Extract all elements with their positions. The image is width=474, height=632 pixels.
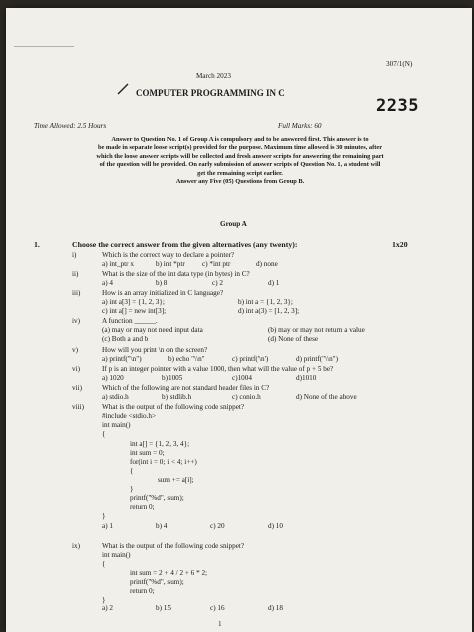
instructions xyxy=(30,136,450,186)
page-number: 1 xyxy=(218,620,222,628)
instruction-line: of the question will be provided. On early submission of answer scripts of Question No. 1, a student will xyxy=(99,161,381,169)
code-line: { xyxy=(102,430,106,438)
subq-text: How is an array initialized in C language? xyxy=(102,289,224,297)
option: c) 16 xyxy=(210,604,225,612)
option: d)1010 xyxy=(296,374,317,382)
q1-marks: 1x20 xyxy=(392,240,408,249)
option: d) None of the above xyxy=(296,393,357,401)
code-line: #include <stdio.h> xyxy=(102,412,157,420)
option: a) 4 xyxy=(102,279,113,287)
option: d) 18 xyxy=(268,604,283,612)
code-line: { xyxy=(130,467,134,475)
option: d) 1 xyxy=(268,279,280,287)
option: a) 1 xyxy=(102,522,113,530)
option: b)1005 xyxy=(162,374,183,382)
code-line: printf("%d", sum); xyxy=(130,494,184,502)
exam-title: COMPUTER PROGRAMMING IN C xyxy=(136,88,285,98)
option: c) printf('\n') xyxy=(232,355,269,363)
instruction-line: get the remaining script earlier. xyxy=(197,169,283,177)
subq-text: What is the output of the following code snippet? xyxy=(102,542,245,550)
instruction-line: which the loose answer scripts will be collected and fresh answer scripts for answering the remaining part xyxy=(96,152,384,160)
subq-num: viii) xyxy=(72,403,84,411)
option: a) int a[3] = {1, 2, 3}; xyxy=(102,298,165,306)
option: (b) may or may not return a value xyxy=(268,326,365,334)
subq-num: iv) xyxy=(72,317,80,325)
code-line: return 0; xyxy=(130,587,155,595)
time-allowed: Time Allowed: 2.5 Hours xyxy=(34,122,107,130)
code-line: printf("%d", sum); xyxy=(130,578,184,586)
subq-text: If p is an integer pointer with a value 1000, then what will the value of p + 5 be? xyxy=(102,365,334,373)
option: d) int a(3) = [1, 2, 3]; xyxy=(238,307,300,315)
option: b) 8 xyxy=(156,279,168,287)
code-line: int sum = 2 + 4 / 2 + 6 * 2; xyxy=(130,569,208,577)
option: a) stdio.h xyxy=(102,393,129,401)
option: c) int a[] = new int[3]; xyxy=(102,307,167,315)
option: a) 1020 xyxy=(102,374,124,382)
option: b) stdlib.h xyxy=(162,393,192,401)
subq-num: ix) xyxy=(72,542,80,550)
option: d) 10 xyxy=(268,522,283,530)
code-line: { xyxy=(102,560,106,568)
paper-code: 307/1(N) xyxy=(386,60,413,68)
option: (c) Both a and b xyxy=(102,335,149,343)
subq-text: How will you print \n on the screen? xyxy=(102,346,208,354)
code-line: } xyxy=(102,512,106,520)
code-line: int sum = 0; xyxy=(130,449,165,457)
code-line: } xyxy=(102,596,106,604)
option: c) conio.h xyxy=(232,393,261,401)
instruction-line: be made in separate loose script(s) provided for the purpose. Maximum time allowed is 30 minutes, after xyxy=(97,144,383,152)
subq-num: vi) xyxy=(72,365,80,373)
subq-text: A function ______. xyxy=(102,317,158,325)
option: b) 4 xyxy=(156,522,168,530)
scribble-line xyxy=(14,46,74,47)
exam-date: March 2023 xyxy=(196,72,231,80)
handwritten-number: 2235 xyxy=(376,96,419,116)
subq-num: vii) xyxy=(72,384,82,392)
code-line: for(int i = 0; i < 4; i++) xyxy=(130,458,197,466)
code-line: } xyxy=(130,485,134,493)
subq-num: ii) xyxy=(72,270,79,278)
option: a) 2 xyxy=(102,604,113,612)
option: b) 15 xyxy=(156,604,171,612)
option: (a) may or may not need input data xyxy=(102,326,203,334)
subq-num: v) xyxy=(72,346,78,354)
option: b) int a = {1, 2, 3}; xyxy=(238,298,293,306)
q1-text: Choose the correct answer from the given alternatives (any twenty): xyxy=(72,240,298,249)
option: b) echo "\\n" xyxy=(168,355,205,363)
subq-text: Which of the following are not standard header files in C? xyxy=(102,384,270,392)
subq-num: i) xyxy=(72,251,77,259)
instruction-line: Answer any Five (05) Questions from Group B. xyxy=(175,178,305,186)
option: b) int *ptr xyxy=(156,260,185,268)
q1-number: 1. xyxy=(34,240,40,249)
option: (d) None of these xyxy=(268,335,319,343)
code-line: int main() xyxy=(102,421,131,429)
exam-paper xyxy=(6,8,472,632)
subq-num: iii) xyxy=(72,289,81,297)
option: d) none xyxy=(256,260,278,268)
instruction-line: Answer to Question No. 1 of Group A is compulsory and to be answered first. This answer is to xyxy=(111,136,369,143)
subq-text: What is the output of the following code snippet? xyxy=(102,403,245,411)
subq-text: What is the size of the int data type (in bytes) in C? xyxy=(102,270,250,278)
code-line: int main() xyxy=(102,551,131,559)
option: a) printf("\n") xyxy=(102,355,142,363)
option: a) int_ptr x xyxy=(102,260,134,268)
option: c) 2 xyxy=(212,279,223,287)
code-line: return 0; xyxy=(130,503,155,511)
option: c) *int ptr xyxy=(202,260,231,268)
option: c)1004 xyxy=(232,374,252,382)
group-title: Group A xyxy=(220,220,247,228)
code-line: sum += a[i]; xyxy=(158,476,194,484)
pen-mark-icon xyxy=(116,82,130,96)
subq-text: Which is the correct way to declare a pointer? xyxy=(102,251,235,259)
option: d) printf("\\n") xyxy=(296,355,338,363)
code-line: int a[] = {1, 2, 3, 4}; xyxy=(130,440,190,448)
full-marks: Full Marks: 60 xyxy=(278,122,322,130)
option: c) 20 xyxy=(210,522,225,530)
